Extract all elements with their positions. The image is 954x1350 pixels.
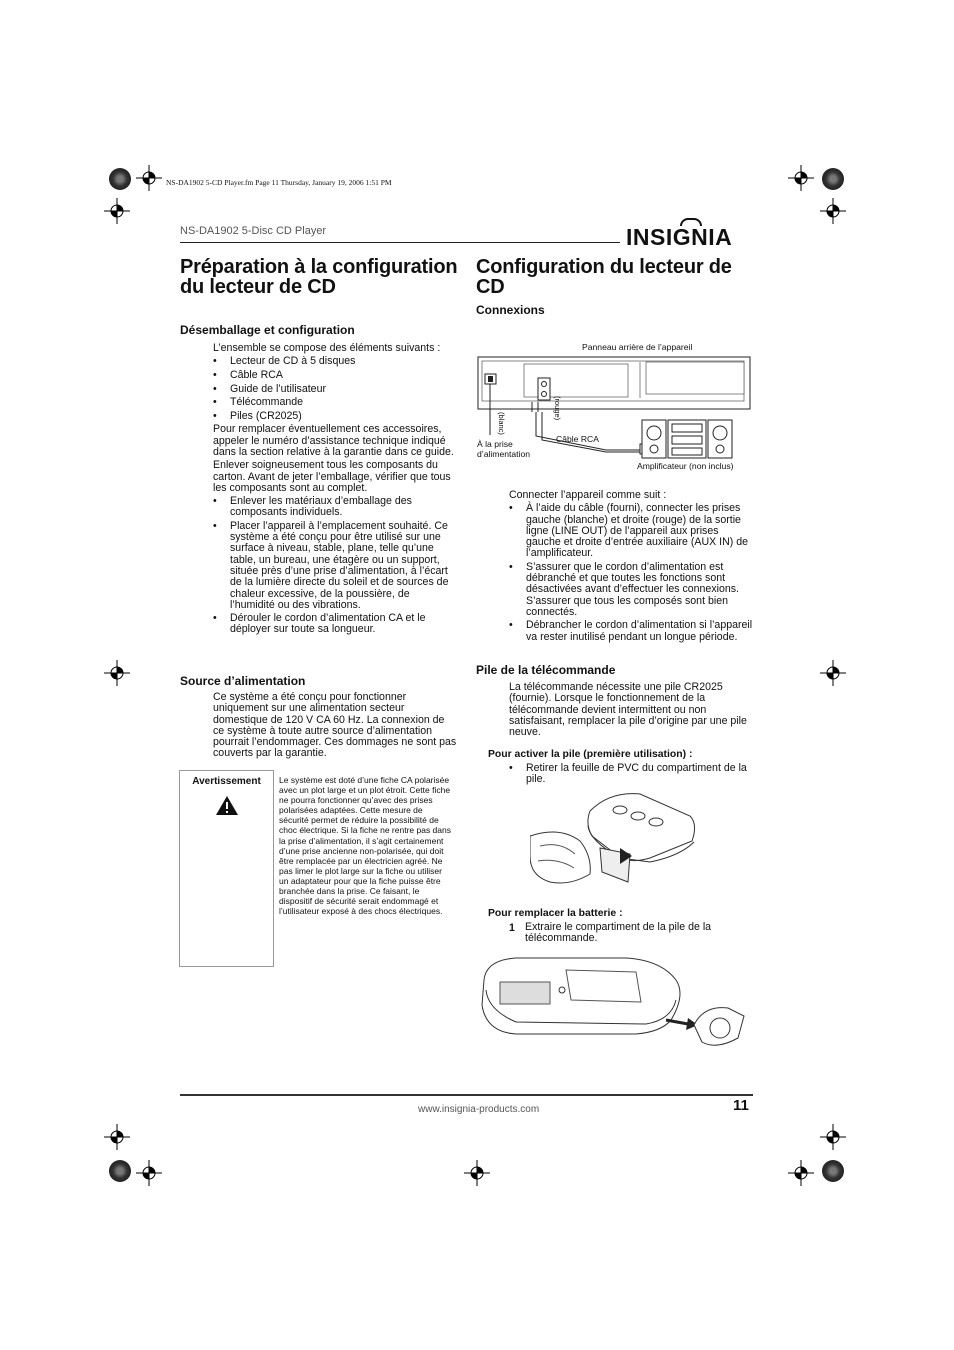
- print-header: NS-DA1902 5-CD Player.fm Page 11 Thursday, January 19, 2006 1:51 PM: [166, 178, 392, 187]
- power-source-paragraph: Ce système a été conçu pour fonctionner uniquement sur une alimentation secteur domestique de 120 V CA 60 Hz. La connexion de ce système à toute autre source d’alimentation pourrait l’endommager. Ces dommages ne sont pas couverts par la garantie.: [213, 691, 457, 760]
- color-registration-disc: [109, 168, 131, 190]
- unpacking-heading: Désemballage et configuration: [180, 323, 355, 337]
- connect-list: [509, 503, 754, 643]
- activate-list: [509, 763, 754, 786]
- list-item: • S’assurer que le cordon d’alimentation est débranché et que toutes les fonctions sont désactivées avant d’effectuer les connexions. S’assurer que tous les composés sont bien connectés.: [509, 562, 754, 618]
- setup-list: [213, 496, 456, 636]
- power-outlet-label: À la prise d’alimentation: [477, 439, 531, 459]
- warning-label: Avertissement: [192, 776, 261, 787]
- unpacking-intro: L’ensemble se compose des éléments suivants :: [213, 342, 441, 354]
- connect-intro: Connecter l’appareil comme suit :: [509, 489, 667, 501]
- contents-list: [213, 356, 456, 422]
- crosshair-registration-icon: [136, 1160, 162, 1186]
- battery-compartment-illustration: [476, 950, 756, 1060]
- warning-box: [179, 770, 274, 967]
- crosshair-registration-icon: [820, 660, 846, 686]
- crosshair-registration-icon: [788, 165, 814, 191]
- logo-wordmark: INSIGNIA: [626, 224, 733, 250]
- list-item: • Retirer la feuille de PVC du compartiment de la pile.: [509, 763, 754, 786]
- footer-rule: [180, 1094, 753, 1096]
- remote-pull-tab-illustration: [530, 786, 710, 896]
- running-header: NS-DA1902 5-Disc CD Player: [180, 225, 327, 237]
- footer-url: www.insignia-products.com: [418, 1104, 540, 1115]
- crosshair-registration-icon: [136, 165, 162, 191]
- connect-body: [509, 490, 754, 643]
- list-item: • Piles (CR2025): [213, 411, 456, 422]
- step-number: 1: [509, 922, 515, 934]
- crosshair-registration-icon: [104, 198, 130, 224]
- replacement-paragraph: Pour remplacer éventuellement ces accessoires, appeler le numéro d’assistance technique indiqué dans la section relative à la garantie dans ce guide.: [213, 423, 454, 458]
- list-item: • À l’aide du câble (fourni), connecter les prises gauche (blanche) et droite (rouge) de la sortie ligne (LINE OUT) de l’appareil aux prises gauche et droite d’entrée auxiliaire (AUX IN) de l’amplificateur.: [509, 503, 754, 559]
- replace-battery-heading: Pour remplacer la batterie :: [488, 908, 623, 919]
- list-item: • Dérouler le cordon d’alimentation CA et le déployer sur toute sa longueur.: [213, 613, 456, 636]
- warning-text: Le système est doté d’une fiche CA polarisée avec un plot large et un plot étroit. Cette fiche ne pourra fonctionner qu’avec des prises polarisées adaptées. Cette mesure de sécurité permet de réduire la possibilité de choc électrique. Si la fiche ne rentre pas dans la prise d’alimentation, il s’agit certainement d’une prise ancienne non-polarisée, qui doit être remplacée par un électricien agréé. Ne pas limer le plot large sur la fiche ou utiliser un adaptateur pour que la fiche puisse être branchée dans la prise. Ce faisant, le dispositif de sécurité serait endommagé et l’utilisateur exposé à des chocs électriques.: [279, 775, 451, 917]
- list-item: • Lecteur de CD à 5 disques: [213, 356, 456, 367]
- brand-logo: [626, 218, 756, 250]
- amplifier-label: Amplificateur (non inclus): [637, 461, 734, 471]
- color-registration-disc: [822, 168, 844, 190]
- right-page-title: Configuration du lecteur de CD: [476, 256, 732, 298]
- activate-battery-heading: Pour activer la pile (première utilisation) :: [488, 749, 693, 760]
- list-item: • Placer l’appareil à l’emplacement souhaité. Ce système a été conçu pour être utilisé sur une surface à niveau, stable, plane, telle qu’une table, un bureau, une étagère ou un support, située près d’une prise d’alimentation, à l’écart de la lumière directe du soleil et de sources de chaleur excessive, de la poussière, de l’humidité ou des vibrations.: [213, 521, 456, 611]
- remote-battery-paragraph: La télécommande nécessite une pile CR2025 (fournie). Lorsque le fonctionnement de la télécommande devient intermittent ou non satisfaisant, remplacer la pile d’origine par une pile neuve.: [509, 681, 747, 739]
- connections-heading: Connexions: [476, 303, 545, 317]
- step-text: Extraire le compartiment de la pile de la télécommande.: [525, 921, 712, 945]
- list-item: • Guide de l’utilisateur: [213, 384, 456, 395]
- unpacking-body: [213, 343, 456, 636]
- white-plug-label: (blanc): [497, 412, 506, 435]
- crosshair-registration-icon: [464, 1160, 490, 1186]
- list-item: • Débrancher le cordon d’alimentation si l’appareil va rester inutilisé pendant un longue période.: [509, 620, 754, 643]
- power-source-heading: Source d’alimentation: [180, 674, 306, 688]
- crosshair-registration-icon: [104, 660, 130, 686]
- header-rule: [180, 242, 620, 243]
- crosshair-registration-icon: [104, 1124, 130, 1150]
- remote-battery-heading: Pile de la télécommande: [476, 663, 616, 677]
- rear-panel-label: Panneau arrière de l’appareil: [582, 342, 693, 352]
- list-item: • Enlever les matériaux d’emballage des composants individuels.: [213, 496, 456, 519]
- connection-diagram: [476, 340, 756, 475]
- list-item: • Câble RCA: [213, 370, 456, 381]
- color-registration-disc: [109, 1160, 131, 1182]
- crosshair-registration-icon: [820, 198, 846, 224]
- crosshair-registration-icon: [788, 1160, 814, 1186]
- page-number: 11: [733, 1097, 749, 1114]
- unpack-paragraph: Enlever soigneusement tous les composants du carton. Avant de jeter l’emballage, vérifier que tous les composants sont au complet.: [213, 459, 451, 494]
- left-page-title: Préparation à la configuration du lecteur de CD: [180, 256, 458, 298]
- list-item: • Télécommande: [213, 397, 456, 408]
- crosshair-registration-icon: [820, 1124, 846, 1150]
- red-plug-label: (rouge): [553, 396, 562, 421]
- warning-triangle-icon: [215, 795, 239, 816]
- color-registration-disc: [822, 1160, 844, 1182]
- rca-cable-label: Câble RCA: [556, 434, 599, 444]
